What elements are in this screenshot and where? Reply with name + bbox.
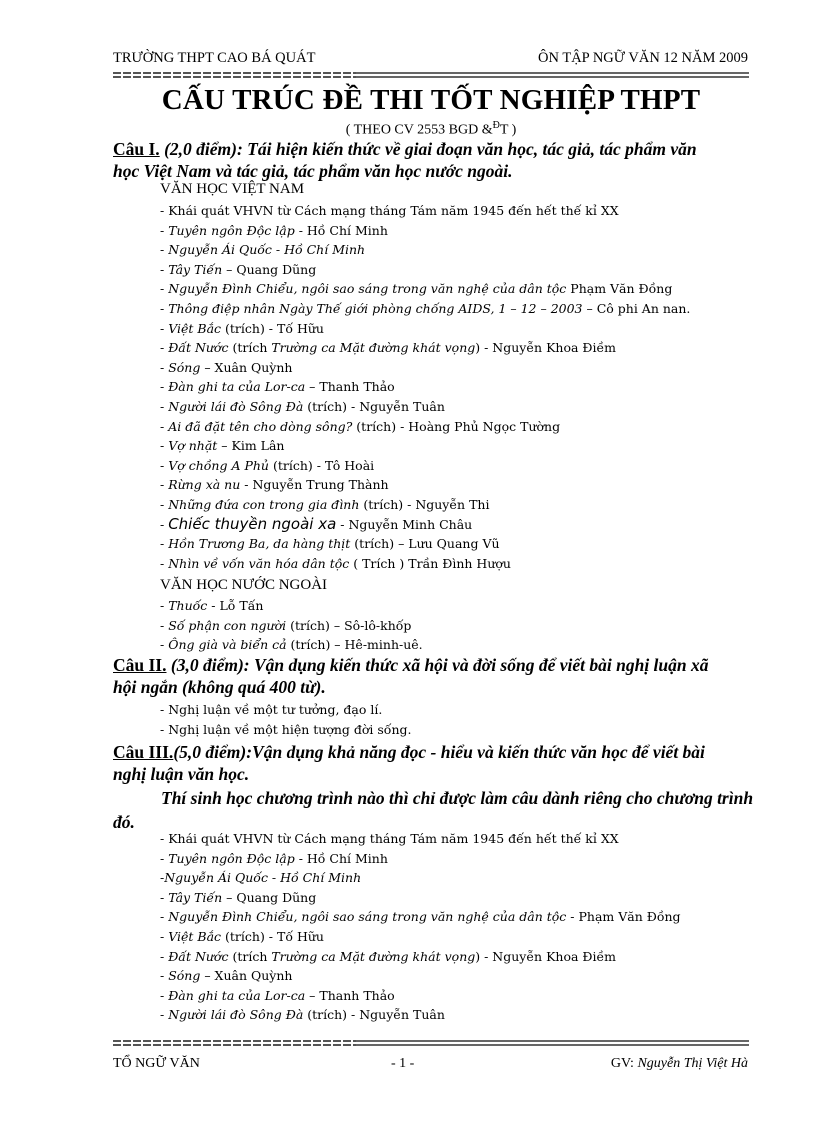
list-item: - Nghị luận về một hiện tượng đời sống. bbox=[160, 721, 412, 737]
list-item: -Nguyễn Ái Quốc - Hồ Chí Minh bbox=[160, 870, 362, 886]
work-title: Sóng bbox=[168, 968, 201, 984]
header-school: TRƯỜNG THPT CAO BÁ QUÁT bbox=[113, 50, 316, 66]
question-1-heading: Câu I. (2,0 điểm): Tái hiện kiến thức về giai đoạn văn học, tác giả, tác phẩm văn học Việt Nam và tác giả, tác phẩm văn học nước ngoài. bbox=[113, 139, 697, 181]
list-item: - Nguyễn Đình Chiểu, ngôi sao sáng trong văn nghệ của dân tộc - Phạm Văn Đồng bbox=[160, 909, 681, 925]
section-vietnamese-literature: VĂN HỌC VIỆT NAM bbox=[160, 181, 305, 197]
list-item: - Những đứa con trong gia đình (trích) - Nguyễn Thi bbox=[160, 496, 490, 512]
list-item: - Nguyễn Ái Quốc - Hồ Chí Minh bbox=[160, 242, 366, 258]
list-q3 bbox=[160, 829, 760, 1025]
question-label: Câu I. bbox=[113, 139, 160, 159]
question-label: Câu III. bbox=[113, 742, 174, 762]
work-title: Đàn ghi ta của Lor-ca bbox=[168, 987, 306, 1003]
footer-teacher: GV: Nguyễn Thị Việt Hà bbox=[610, 1056, 748, 1071]
list-item: - Nghị luận về một tư tưởng, đạo lí. bbox=[160, 702, 383, 717]
list-item: - Sóng – Xuân Quỳnh bbox=[160, 968, 293, 984]
work-title: Những đứa con trong gia đình bbox=[168, 496, 360, 512]
footer-divider bbox=[113, 1040, 749, 1046]
question-label: Câu II. bbox=[113, 655, 167, 675]
list-item: - Tây Tiến – Quang Dũng bbox=[160, 261, 317, 277]
work-title: Tây Tiến bbox=[168, 889, 223, 905]
list-item: - Người lái đò Sông Đà (trích) - Nguyễn Tuân bbox=[160, 398, 445, 414]
work-title: Nguyễn Đình Chiểu, ngôi sao sáng trong văn nghệ của dân tộc bbox=[168, 281, 567, 297]
list-item: - Tuyên ngôn Độc lập - Hồ Chí Minh bbox=[160, 850, 388, 866]
list-item: - Ông già và biển cả (trích) – Hê-minh-uê. bbox=[160, 637, 423, 653]
work-title: Thông điệp nhân Ngày Thế giới phòng chống AIDS, 1 – 12 – 2003 bbox=[168, 300, 583, 316]
list-item: - Đàn ghi ta của Lor-ca – Thanh Thảo bbox=[160, 987, 395, 1003]
work-title: Ai đã đặt tên cho dòng sông? bbox=[168, 418, 353, 434]
work-title: Đất Nước bbox=[168, 948, 229, 964]
question-points: (3,0 điểm) bbox=[166, 655, 244, 675]
header-course: ÔN TẬP NGỮ VĂN 12 NĂM 2009 bbox=[538, 50, 748, 66]
work-title: Nhìn về vốn văn hóa dân tộc bbox=[168, 555, 350, 571]
section-foreign-literature: VĂN HỌC NƯỚC NGOÀI bbox=[160, 577, 328, 593]
list-item: - Thông điệp nhân Ngày Thế giới phòng chống AIDS, 1 – 12 – 2003 – Cô phi An nan. bbox=[160, 300, 691, 316]
work-title: Vợ chồng A Phủ bbox=[168, 457, 269, 473]
page-footer bbox=[113, 1056, 748, 1076]
list-item: - Khái quát VHVN từ Cách mạng tháng Tám năm 1945 đến hết thế kỉ XX bbox=[160, 203, 619, 218]
work-title: Tuyên ngôn Độc lập bbox=[168, 222, 295, 238]
list-item: - Người lái đò Sông Đà (trích) - Nguyễn Tuân bbox=[160, 1007, 445, 1023]
page-title: CẤU TRÚC ĐỀ THI TỐT NGHIỆP THPT bbox=[161, 84, 701, 116]
work-title: Chiếc thuyền ngoài xa bbox=[168, 514, 337, 533]
work-title: Đàn ghi ta của Lor-ca bbox=[168, 379, 306, 395]
work-title: Trường ca Mặt đường khát vọng bbox=[271, 948, 476, 964]
work-title: Tây Tiến bbox=[168, 261, 223, 277]
list-item: - Rừng xà nu - Nguyễn Trung Thành bbox=[160, 477, 389, 493]
list-item: - Tuyên ngôn Độc lập - Hồ Chí Minh bbox=[160, 222, 388, 238]
page-number: - 1 - bbox=[391, 1056, 415, 1071]
list-item: - Số phận con người (trích) – Sô-lô-khốp bbox=[160, 617, 412, 633]
work-title: Nguyễn Đình Chiểu, ngôi sao sáng trong văn nghệ của dân tộc bbox=[168, 909, 567, 925]
work-title: Đất Nước bbox=[168, 340, 229, 356]
question-3-heading: Câu III.(5,0 điểm):Vận dụng khả năng đọc - hiểu và kiến thức văn học để viết bài nghị luận văn học. bbox=[113, 742, 705, 784]
work-title: Ông già và biển cả bbox=[168, 637, 287, 653]
work-title: Thuốc bbox=[168, 598, 208, 613]
list-item: - Đất Nước (trích Trường ca Mặt đường khát vọng) - Nguyễn Khoa Điềm bbox=[160, 948, 617, 964]
work-title: Rừng xà nu bbox=[168, 477, 241, 493]
list-item: - Ai đã đặt tên cho dòng sông? (trích) - Hoàng Phủ Ngọc Tường bbox=[160, 418, 561, 434]
footer-department: TỔ NGỮ VĂN bbox=[113, 1056, 200, 1071]
work-title: Người lái đò Sông Đà bbox=[168, 1007, 304, 1023]
list-item: - Tây Tiến – Quang Dũng bbox=[160, 889, 317, 905]
work-title: Số phận con người bbox=[168, 617, 287, 633]
list-item: - Sóng – Xuân Quỳnh bbox=[160, 359, 293, 375]
list-item: - Vợ chồng A Phủ (trích) - Tô Hoài bbox=[160, 457, 375, 473]
question-3-note: Thí sinh học chương trình nào thì chỉ được làm câu dành riêng cho chương trình đó. bbox=[113, 788, 754, 832]
work-title: Hồn Trương Ba, da hàng thịt bbox=[168, 536, 351, 552]
list-item: - Nhìn về vốn văn hóa dân tộc ( Trích ) Trần Đình Hượu bbox=[160, 555, 511, 571]
work-title: Vợ nhặt bbox=[168, 438, 218, 454]
list-item: - Việt Bắc (trích) - Tố Hữu bbox=[160, 928, 324, 944]
list-q2 bbox=[160, 700, 760, 739]
work-title: Việt Bắc bbox=[168, 928, 222, 944]
work-title: Nguyễn Ái Quốc - Hồ Chí Minh bbox=[168, 242, 366, 258]
list-item: - Đàn ghi ta của Lor-ca – Thanh Thảo bbox=[160, 379, 395, 395]
list-q1-vietnamese bbox=[160, 201, 760, 573]
list-item: - Chiếc thuyền ngoài xa - Nguyễn Minh Châu bbox=[160, 514, 473, 533]
header-divider bbox=[113, 72, 749, 78]
list-item: - Vợ nhặt – Kim Lân bbox=[160, 438, 285, 454]
work-title: Tuyên ngôn Độc lập bbox=[168, 850, 295, 866]
list-item: - Nguyễn Đình Chiểu, ngôi sao sáng trong văn nghệ của dân tộc Phạm Văn Đồng bbox=[160, 281, 673, 297]
list-item: - Việt Bắc (trích) - Tố Hữu bbox=[160, 320, 324, 336]
question-points: (2,0 điểm) bbox=[159, 139, 237, 159]
page-subtitle: ( THEO CV 2553 BGD &$^Đ$T ) bbox=[345, 120, 517, 138]
list-item: - Khái quát VHVN từ Cách mạng tháng Tám năm 1945 đến hết thế kỉ XX bbox=[160, 831, 619, 846]
list-item: - Thuốc - Lỗ Tấn bbox=[160, 598, 264, 613]
work-title: Người lái đò Sông Đà bbox=[168, 398, 304, 414]
question-points: (5,0 điểm) bbox=[173, 742, 247, 762]
work-title: Trường ca Mặt đường khát vọng bbox=[271, 340, 476, 356]
question-2-heading: Câu II. (3,0 điểm): Vận dụng kiến thức xã hội và đời sống để viết bài nghị luận xã hội ngắn (không quá 400 từ). bbox=[113, 655, 709, 697]
list-q1-foreign bbox=[160, 596, 760, 655]
list-item: - Hồn Trương Ba, da hàng thịt (trích) – Lưu Quang Vũ bbox=[160, 536, 500, 552]
list-item: - Đất Nước (trích Trường ca Mặt đường khát vọng) - Nguyễn Khoa Điềm bbox=[160, 340, 617, 356]
work-title: Sóng bbox=[168, 359, 201, 375]
work-title: Nguyễn Ái Quốc - Hồ Chí Minh bbox=[164, 870, 362, 886]
page-header bbox=[113, 50, 748, 70]
work-title: Việt Bắc bbox=[168, 320, 222, 336]
